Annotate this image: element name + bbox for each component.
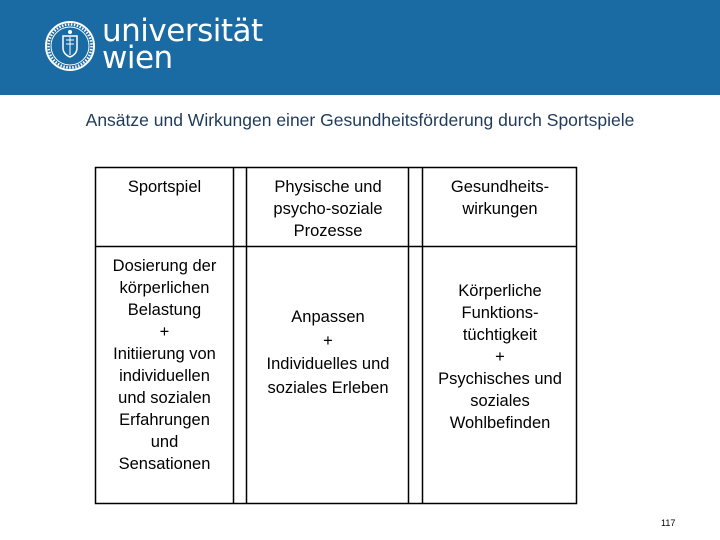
column3-line: Psychisches und xyxy=(438,370,562,388)
logo-line-universitaet: universität xyxy=(102,13,263,49)
column3-line: Körperliche xyxy=(458,282,542,300)
column1-line: Belastung xyxy=(127,301,202,319)
logo-line-wien: wien xyxy=(102,40,173,76)
column2-line: Individuelles und xyxy=(266,355,390,373)
slide-title: Ansätze und Wirkungen einer Gesundheitsförderung durch Sportspiele xyxy=(85,110,635,130)
header-wirkungen: Gesundheits-wirkungen xyxy=(450,178,550,218)
column1-line: Sensationen xyxy=(118,455,211,473)
column2-plus: + xyxy=(323,331,333,350)
header-sportspiel: Sportspiel xyxy=(127,178,202,196)
column1-plus: + xyxy=(159,323,170,341)
column1-line: körperlichen xyxy=(119,279,210,297)
column1-line: Initiierung von xyxy=(113,345,216,363)
column-wirkungen-body xyxy=(425,280,575,434)
column3-line: Funktions- xyxy=(461,304,539,322)
column3-line: soziales xyxy=(470,392,530,410)
column1-line: Erfahrungen xyxy=(119,411,210,429)
column2-line: soziales Erleben xyxy=(267,378,389,397)
column-prozesse-body xyxy=(248,306,408,400)
page-number: 117 xyxy=(661,518,676,528)
column3-line: Wohlbefinden xyxy=(449,414,551,432)
column-sportspiel-body xyxy=(96,255,233,475)
column3-line: tüchtigkeit xyxy=(462,326,538,344)
header-prozesse: Physische und psycho-soziale Prozesse xyxy=(273,178,383,240)
column1-line: individuellen xyxy=(119,367,210,385)
column1-line: und xyxy=(150,433,179,451)
column1-line: und sozialen xyxy=(118,389,211,407)
column1-line: Dosierung der xyxy=(112,257,217,275)
column3-plus: + xyxy=(495,348,505,366)
column2-line: Anpassen xyxy=(291,308,365,326)
